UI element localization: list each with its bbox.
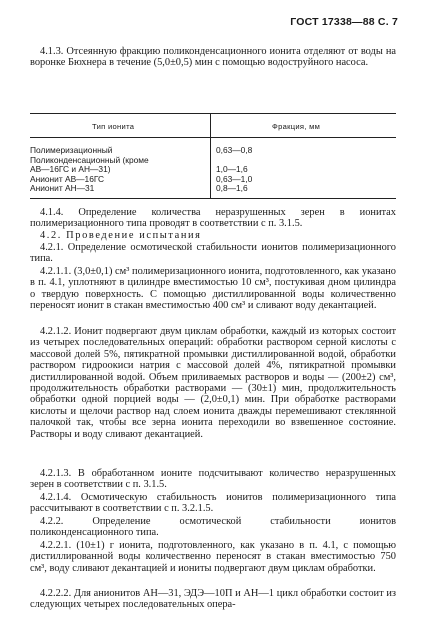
table-cell-fraction: 0,63—1,0 <box>216 173 253 184</box>
table-cell-type: Поликонденсационный (кроме <box>30 154 149 165</box>
table-row <box>216 146 252 194</box>
page-header: ГОСТ 17338—88 С. 7 <box>290 16 398 28</box>
table-cell-type: АВ—16ГС и АН—31) <box>30 164 111 175</box>
paragraph-4-2-1-2: 4.2.1.2. Ионит подвергают двум циклам обработки, каждый из которых состоит из четырех последовательных операций: обработки раствором серной кислоты с массовой долей 5%, пятикратной промывки дистиллированной водой, обработки раствором гидроокиси натрия с массовой долей 4%, пятикратной промывки дистиллированной водой. Объем приливаемых растворов и воды — (200±2) см³, продолжительность обработки растворами — (30±1) мин, продолжительность обработки одной порцией воды — (2,0±0,1) мин. При обработке растворами кислоты и щелочи раствор над слоем ионита дважды перемешивают стеклянной палочкой так, чтобы все зерна ионита переходили во взвешенное состояние. Растворы и воду сливают декантацией. <box>30 326 396 440</box>
table-bottom-rule <box>30 198 396 199</box>
table-cell-type: Анионит АН—31 <box>30 183 95 194</box>
paragraph-4-2-2-1: 4.2.2.1. (10±1) г ионита, подготовленного, как указано в п. 4.1, с помощью дистиллированной воды количественно переносят в стакан вместимостью 750 см³, воду сливают декантацией и иониты подвергают двум циклам обработки. <box>30 540 396 574</box>
table-cell-fraction: 0,8—1,6 <box>216 183 248 194</box>
table-cell-type: Полимеризационный <box>30 145 113 155</box>
table-header-rule <box>30 137 396 138</box>
paragraph-4-1-3: 4.1.3. Отсеянную фракцию поликонденсационного ионита отделяют от воды на воронке Бюхнера в течение (5,0±0,5) мин с помощью водоструйного насоса. <box>30 46 396 69</box>
table-top-rule <box>30 113 396 114</box>
paragraph-4-2-2: 4.2.2. Определение осмотической стабильности ионитов поликонденсационного типа. <box>30 516 396 539</box>
paragraph-4-2-1-1: 4.2.1.1. (3,0±0,1) см³ полимеризационного ионита, подготовленного, как указано в п. 4.1, уплотняют в цилиндре вместимостью 10 см³, постукивая дном цилиндра о твердую поверхность. С помощью дистиллированной воды количественно переносят ионит в стакан вместимостью 400 см³ и сливают воду декантацией. <box>30 266 396 312</box>
paragraph-4-2-2-2: 4.2.2.2. Для анионитов АН—31, ЭДЭ—10П и АН—1 цикл обработки состоит из следующих четырех последовательных опера- <box>30 588 396 611</box>
paragraph-4-2-1: 4.2.1. Определение осмотической стабильности ионитов полимеризационного типа. <box>30 242 396 265</box>
paragraph-4-2-1-3: 4.2.1.3. В обработанном ионите подсчитывают количество неразрушенных зерен в соответствии с п. 3.1.5. <box>30 468 396 491</box>
paragraph-4-2-1-4: 4.2.1.4. Осмотическую стабильность ионитов полимеризационного типа рассчитывают в соответствии с п. 3.2.1.5. <box>30 492 396 515</box>
table-row <box>30 146 149 194</box>
section-heading-4-2: 4.2. Проведение испытания <box>40 230 202 241</box>
table-cell-type: Анионит АВ—16ГС <box>30 173 105 184</box>
table-column-divider <box>210 113 211 198</box>
table-cell-fraction: 1,0—1,6 <box>216 164 248 175</box>
table-header-fraction: Фракция, мм <box>272 122 321 131</box>
table-cell-fraction: 0,63—0,8 <box>216 145 253 155</box>
table-header-type: Тип ионита <box>92 122 135 131</box>
paragraph-4-1-4: 4.1.4. Определение количества неразрушенных зерен в ионитах полимеризационного типа проводят в соответствии с п. 3.1.5. <box>30 207 396 230</box>
